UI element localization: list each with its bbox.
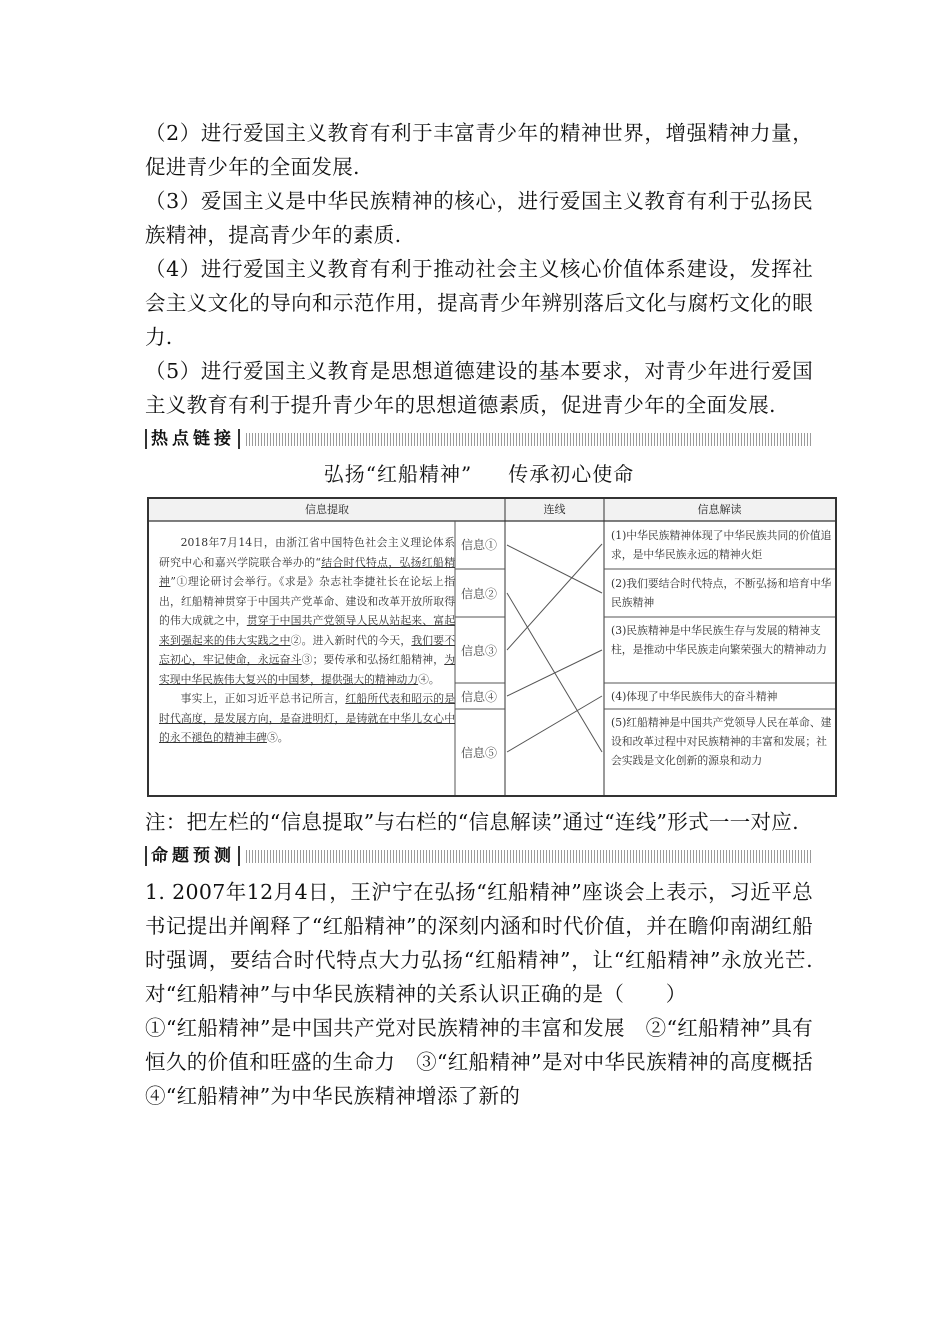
extract-content [159, 533, 455, 748]
hot-link-title-part1: 弘扬“红船精神” [323, 462, 473, 486]
connection-line-5-4 [507, 696, 602, 752]
extract-paragraph-1: 2018年7月14日，由浙江省中国特色社会主义理论体系研究中心和嘉兴学院联合举办的“结合时代特点，弘扬红船精神”①理论研讨会举行。《求是》杂志社李捷社长在论坛上指出，红船精神贯穿于中国共产党革命、建设和改革开放所取得的伟大成就之中，贯穿于中国共产党领导人民从站起来、富起来到强起来的伟大实践之中②。进入新时代的今天，我们要不忘初心，牢记使命，永远奋斗③；要传承和弘扬红船精神，为实现中华民族伟大复兴的中国梦，提供强大的精神动力④。 [159, 536, 456, 686]
connection-line-4-3 [507, 650, 602, 696]
question-1: 1. 2007年12月4日，王沪宁在弘扬“红船精神”座谈会上表示，习近平总书记提出并阐释了“红船精神”的深刻内涵和时代价值，并在瞻仰南湖红船时强调，要结合时代特点大力弘扬“红船精神”，让“红船精神”永放光芒.对“红船精神”与中华民族精神的关系认识正确的是（ ） [145, 880, 813, 1006]
prediction-header [145, 843, 813, 869]
matching-note: 注：把左栏的“信息提取”与右栏的“信息解读”通过“连线”形式一一对应. [145, 810, 799, 834]
intro-point-5: （5）进行爱国主义教育是思想道德建设的基本要求，对青少年进行爱国主义教育有利于提升青少年的思想道德素质，促进青少年的全面发展. [145, 359, 813, 417]
connection-lines [507, 544, 602, 752]
interpretation-1: (1)中华民族精神体现了中华民族共同的价值追求，是中华民族永远的精神火炬 [611, 529, 832, 561]
info-label-1: 信息① [461, 538, 498, 552]
prediction-label: 命题预测 [145, 846, 240, 866]
header-extract: 信息提取 [305, 503, 349, 516]
extract-underline-4: 为实现中华民族伟大复兴的中国梦，提供强大的精神动力 [159, 653, 456, 686]
extract-underline-3: 我们要不忘初心，牢记使命，永远奋斗 [159, 633, 456, 666]
page-content [145, 116, 834, 1113]
question-1-options: ①“红船精神”是中国共产党对民族精神的丰富和发展 ②“红船精神”具有恒久的价值和旺盛的生命力 ③“红船精神”是对中华民族精神的高度概括 ④“红船精神”为中华民族精神增添了新的 [145, 1016, 834, 1108]
interpretation-2: (2)我们要结合时代特点，不断弘扬和培育中华民族精神 [611, 577, 832, 609]
header-link: 连线 [543, 503, 566, 516]
extract-underline-5: 红船所代表和昭示的是时代高度，是发展方向，是奋进明灯，是铸就在中华儿女心中的永不褪色的精神丰碑 [159, 692, 456, 744]
info-label-5: 信息⑤ [461, 746, 498, 760]
interpretation-3: (3)民族精神是中华民族生存与发展的精神支柱，是推动中华民族走向繁荣强大的精神动力 [611, 624, 827, 656]
hot-link-header [145, 426, 813, 452]
info-label-4: 信息④ [461, 690, 498, 704]
connection-line-1-2 [507, 545, 602, 593]
hot-link-rule [246, 433, 813, 446]
info-matching-table [147, 497, 837, 797]
header-interpret: 信息解读 [697, 503, 742, 516]
info-label-3: 信息③ [461, 644, 498, 658]
info-label-2: 信息② [461, 587, 498, 601]
hot-link-label: 热点链接 [145, 429, 240, 449]
extract-paragraph-2: 事实上，正如习近平总书记所言，红船所代表和昭示的是时代高度，是发展方向，是奋进明灯，是铸就在中华儿女心中的永不褪色的精神丰碑⑤。 [159, 692, 456, 744]
connection-line-3-1 [507, 544, 602, 650]
extract-underline-1: 结合时代特点，弘扬红船精神 [159, 555, 455, 588]
intro-point-2: （2）进行爱国主义教育有利于丰富青少年的精神世界，增强精神力量，促进青少年的全面发展. [145, 121, 813, 179]
intro-point-4: （4）进行爱国主义教育有利于推动社会主义核心价值体系建设，发挥社会主义文化的导向和示范作用，提高青少年辨别落后文化与腐朽文化的眼力. [145, 257, 813, 349]
interpretation-4: (4)体现了中华民族伟大的奋斗精神 [611, 690, 778, 703]
hot-link-title [145, 458, 813, 487]
extract-underline-2: 贯穿于中国共产党领导人民从站起来、富起来到强起来的伟大实践之中 [159, 614, 456, 647]
intro-point-3: （3）爱国主义是中华民族精神的核心，进行爱国主义教育有利于弘扬民族精神，提高青少年的素质. [145, 189, 813, 247]
interpretation-5: (5)红船精神是中国共产党领导人民在革命、建设和改革过程中对民族精神的丰富和发展；社会实践是文化创新的源泉和动力 [611, 716, 832, 767]
hot-link-title-part2: 传承初心使命 [508, 462, 635, 486]
prediction-rule [246, 850, 813, 863]
